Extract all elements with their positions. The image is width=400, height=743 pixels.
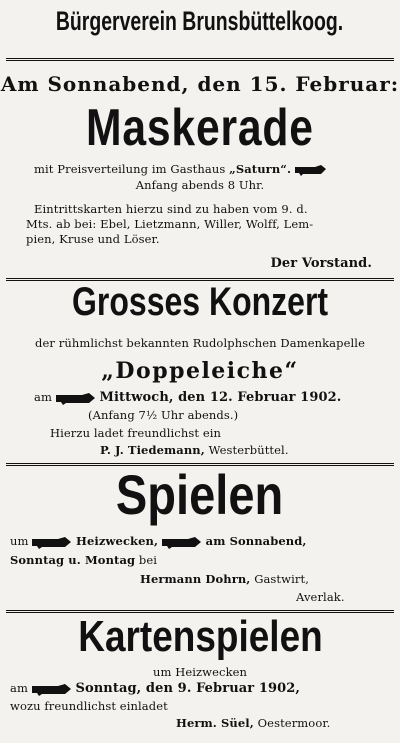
ad3-headline: [0, 462, 400, 527]
pointing-hand-icon: [32, 683, 72, 696]
divider: [6, 58, 394, 61]
ad1-line1: [34, 162, 327, 176]
ad4-line2-prefix: am: [10, 681, 28, 695]
ad1-headline: [0, 98, 400, 158]
pointing-hand-icon: [162, 536, 202, 549]
ad1-line4: Mts. ab bei: Ebel, Lietzmann, Willer, Wolff, Lem-: [26, 217, 314, 231]
ad3-signature-role: Gastwirt,: [254, 572, 309, 586]
ad4-line3: wozu freundlichst einladet: [10, 699, 168, 713]
ad2-line2-prefix: am: [34, 390, 52, 404]
ad4-headline: [0, 612, 400, 662]
page-title: [0, 6, 400, 37]
ad3-signature-place: Averlak.: [296, 590, 345, 604]
ad1-date-line: Am Sonnabend, den 15. Februar:: [0, 72, 400, 96]
ad1-line3: Eintrittskarten hierzu sind zu haben vom 9. d.: [34, 202, 308, 216]
pointing-hand-icon: [32, 536, 72, 549]
ad2-signature-place: Westerbüttel.: [208, 443, 289, 457]
ad2-headline: [0, 280, 400, 325]
ad2-line4: Hierzu ladet freundlichst ein: [50, 426, 222, 440]
ad2-line3: (Anfang 7½ Uhr abends.): [88, 408, 239, 422]
ad3-headline-text: Spielen: [116, 463, 284, 526]
ad4-date: Sonntag, den 9. Februar 1902,: [75, 681, 301, 696]
ad2-date: Mittwoch, den 12. Februar 1902.: [99, 390, 342, 405]
ad3-line2-suffix: bei: [138, 553, 158, 567]
ad1-venue: „Saturn“.: [229, 162, 292, 176]
ad2-line1: der rühmlichst bekannten Rudolphschen Damenkapelle: [35, 336, 365, 350]
ad2-name: „Doppeleiche“: [101, 358, 299, 384]
ad1-line1-text: mit Preisverteilung im Gasthaus: [34, 162, 226, 176]
ad1-headline-text: Maskerade: [86, 99, 314, 157]
page-title-text: Bürgerverein Brunsbüttelkoog.: [56, 6, 344, 36]
ad2-line2: [34, 390, 341, 405]
ad3-day: am Sonnabend,: [205, 534, 307, 548]
ad3-signature: [140, 572, 309, 586]
ad4-signature: [176, 716, 330, 730]
ad1-signature: Der Vorstand.: [270, 256, 372, 271]
ad3-days: Sonntag u. Montag: [10, 553, 136, 567]
ad3-purpose: Heizwecken,: [76, 534, 159, 548]
ad1-line5: pien, Kruse und Löser.: [26, 232, 160, 246]
ad4-headline-text: Kartenspielen: [77, 612, 323, 661]
ad2-signature: [100, 443, 289, 457]
ad4-signature-name: Herm. Süel,: [176, 716, 254, 730]
ad4-line1: um Heizwecken: [152, 665, 248, 679]
ad3-line1: [10, 534, 306, 549]
ad4-signature-place: Oestermoor.: [257, 716, 331, 730]
ad1-line2: Anfang abends 8 Uhr.: [135, 178, 265, 192]
ad2-signature-name: P. J. Tiedemann,: [100, 443, 205, 457]
ad3-signature-name: Hermann Dohrn,: [140, 572, 251, 586]
pointing-hand-icon: [295, 164, 327, 176]
ad3-line1-prefix: um: [10, 534, 29, 548]
ad2-headline-text: Grosses Konzert: [71, 280, 329, 324]
ad4-line2: [10, 681, 300, 696]
pointing-hand-icon: [56, 392, 96, 405]
ad3-line2: [10, 553, 157, 567]
